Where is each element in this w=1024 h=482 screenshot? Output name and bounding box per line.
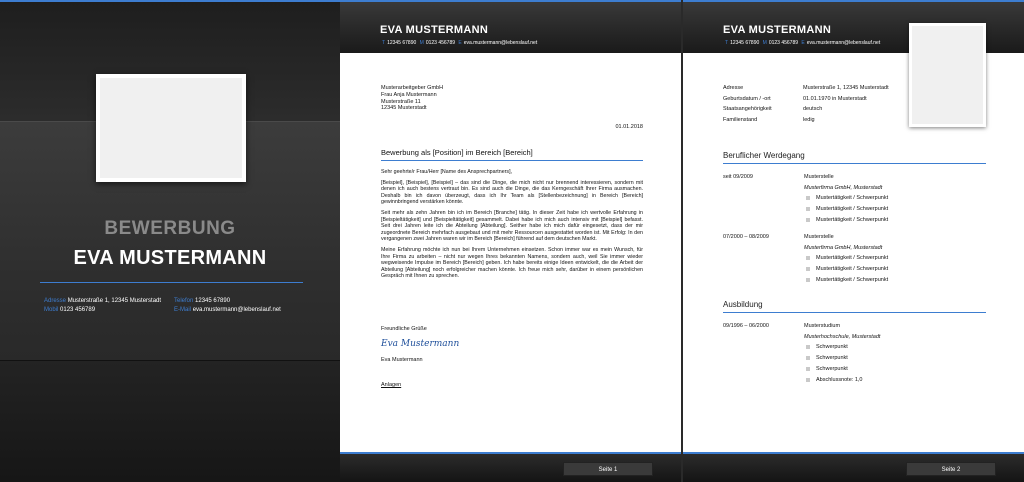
- letter-closing: Freundliche Grüße: [381, 326, 427, 332]
- phone-prefix: T: [382, 40, 386, 46]
- contact-value: eva.mustermann@lebenslauf.net: [192, 306, 281, 313]
- entry-position: Musterstelle: [804, 234, 834, 240]
- list-item: Mustertätigkeit / Schwerpunkt: [804, 217, 984, 228]
- header-name: EVA MUSTERMANN: [380, 24, 489, 36]
- page-label: Seite 2: [906, 462, 996, 476]
- contact-label: Adresse: [44, 298, 67, 304]
- letter-paragraph: Seit mehr als zehn Jahren bin ich im Bereich [Branche] tätig. In dieser Zeit habe ich wertvolle Erfahrung in [Beispieltätigkeit] und [Beispieltätigkeit] gesammelt. Dabei habe ich mich auch intensiv mit [Beispiel] befasst. Seit drei Jahren leite ich die Abteilung [Abteilung]. Seither habe ich mich dafür eingesetzt, dass der mir zugeordnete Bereich mehrfach ausgebaut und mit mehr Ressourcen ausgestattet worden ist. Mit Erfolg: In den vergangenen zwei Jahren waren wir im Bereich [Bereich] führend auf dem deutschen Markt.: [381, 209, 643, 243]
- entry-organization: Musterfirma GmbH, Musterstadt: [804, 245, 883, 251]
- cover-divider: [40, 282, 303, 283]
- phone-prefix: T: [725, 40, 729, 46]
- letter-page: [340, 0, 681, 482]
- list-item: Mustertätigkeit / Schwerpunkt: [804, 255, 984, 266]
- header-phone: 12345 67890: [387, 40, 417, 46]
- cover-name: EVA MUSTERMANN: [73, 247, 267, 269]
- accent-line: [0, 0, 340, 2]
- cover-page: [0, 0, 340, 482]
- letter-paragraph: Meine Erfahrung möchte ich nun bei Ihrem Unternehmen einsetzen. Schon immer war es mein Wunsch, für Ihre Firma zu arbeiten – nicht nur wegen Ihres bekannten Namens, sondern auch, weil Sie immer wieder wegweisende Impulse im Bereich [Bereich] geben. Ich habe bereits einige Ideen entwickelt, die die Arbeit der Abteilung [Abteilung] noch erfolgreicher machen könnte. Ich freue mich sehr, darüber in einem persönlichen Gespräch mit Ihnen zu sprechen.: [381, 246, 643, 280]
- email-prefix: E: [458, 40, 462, 46]
- contact-label: Telefon: [174, 298, 194, 304]
- entry-items: [804, 255, 984, 288]
- mobile-prefix: M: [419, 40, 424, 46]
- bullet-icon: [806, 267, 810, 271]
- header-email: eva.mustermann@lebenslauf.net: [806, 40, 881, 46]
- cv-photo-placeholder: [909, 23, 986, 127]
- entry-position: Musterstelle: [804, 174, 834, 180]
- info-row: [723, 96, 889, 107]
- email-prefix: E: [801, 40, 805, 46]
- signature: Eva Mustermann: [381, 339, 460, 349]
- bullet-icon: [806, 207, 810, 211]
- info-row: [723, 117, 889, 128]
- letter-subject: Bewerbung als [Position] im Bereich [Bereich]: [381, 148, 643, 161]
- list-item: Schwerpunkt: [804, 366, 984, 377]
- personal-info: [723, 85, 889, 127]
- header-phone: 12345 67890: [730, 40, 760, 46]
- header-contact: [723, 40, 880, 46]
- recipient-line: Musterarbeitgeber GmbH: [381, 85, 444, 91]
- mobile-prefix: M: [762, 40, 767, 46]
- bullet-icon: [806, 367, 810, 371]
- bullet-icon: [806, 356, 810, 360]
- section-title-education: Ausbildung: [723, 300, 986, 313]
- cover-contact-email: [174, 306, 281, 315]
- info-value: Musterstraße 1, 12345 Musterstadt: [803, 85, 889, 91]
- recipient-line: 12345 Musterstadt: [381, 105, 427, 112]
- page-footer: [340, 452, 681, 482]
- entry-items: [804, 344, 984, 388]
- signer-name: Eva Mustermann: [381, 357, 423, 363]
- bullet-icon: [806, 378, 810, 382]
- section-title-career: Beruflicher Werdegang: [723, 151, 986, 164]
- bullet-icon: [806, 196, 810, 200]
- letter-paragraph: [Beispiel], [Beispiel], [Beispiel] – das sind die Dinge, die mich nicht nur brennend interessieren, sondern mit denen ich auch bestens vertraut bin. Es sind auch die Dinge, die das Kerngeschäft Ihrer Firma ausmachen. Deshalb bin ich davon überzeugt, dass ich Ihr Team als [Stellenbezeichnung] in Bereich [Bereich] gewinnbringend verstärken könnte.: [381, 179, 643, 206]
- info-row: [723, 85, 889, 96]
- page-footer: [683, 452, 1024, 482]
- contact-value: 12345 67890: [195, 298, 231, 304]
- list-item: Schwerpunkt: [804, 355, 984, 366]
- entry-period: seit 09/2009: [723, 174, 753, 180]
- header-name: EVA MUSTERMANN: [723, 24, 832, 36]
- contact-value: Musterstraße 1, 12345 Musterstadt: [67, 298, 162, 304]
- entry-details: [804, 323, 984, 388]
- header-email: eva.mustermann@lebenslauf.net: [463, 40, 538, 46]
- recipient-address: [381, 85, 643, 112]
- info-value: 01.01.1970 in Musterstadt: [803, 95, 867, 102]
- list-item: Schwerpunkt: [804, 344, 984, 355]
- list-item: Abschlussnote: 1,0: [804, 377, 984, 388]
- entry-organization: Musterfirma GmbH, Musterstadt: [804, 185, 883, 191]
- accent-line: [683, 0, 1024, 2]
- cover-contact-mobile: [44, 306, 161, 315]
- page-header: [340, 0, 681, 53]
- info-label: Adresse: [723, 85, 744, 91]
- letter-body: [381, 169, 643, 284]
- page-label: Seite 1: [563, 462, 653, 476]
- cover-contacts-left: [44, 297, 161, 314]
- entry-details: [804, 234, 984, 288]
- letter-date: 01.01.2018: [615, 124, 643, 130]
- info-label: Geburtsdatum / -ort: [723, 95, 771, 102]
- attachments-link[interactable]: Anlagen: [381, 382, 402, 388]
- bullet-icon: [806, 218, 810, 222]
- entry-organization: Musterhochschule, Musterstadt: [804, 334, 881, 340]
- list-item: Mustertätigkeit / Schwerpunkt: [804, 206, 984, 217]
- header-mobile: 0123 456789: [768, 40, 799, 46]
- contact-label: Mobil: [44, 306, 59, 313]
- list-item: Mustertätigkeit / Schwerpunkt: [804, 266, 984, 277]
- list-item: Mustertätigkeit / Schwerpunkt: [804, 195, 984, 206]
- info-label: Familienstand: [723, 116, 758, 123]
- cover-contacts-right: [174, 297, 281, 314]
- entry-period: 07/2000 – 08/2009: [723, 234, 769, 240]
- entry-position: Musterstudium: [804, 323, 841, 329]
- header-contact: [380, 40, 537, 46]
- info-value: deutsch: [803, 106, 823, 112]
- cover-contact-phone: [174, 297, 281, 306]
- contact-label: E-Mail: [174, 306, 192, 313]
- cover-contact-address: [44, 297, 161, 306]
- info-row: [723, 106, 889, 117]
- bullet-icon: [806, 278, 810, 282]
- recipient-line: Frau Anja Mustermann: [381, 91, 437, 98]
- entry-period: 09/1996 – 06/2000: [723, 323, 769, 329]
- entry-items: [804, 195, 984, 228]
- cover-title: BEWERBUNG: [104, 218, 236, 239]
- entry-details: [804, 174, 984, 228]
- header-mobile: 0123 456789: [425, 40, 456, 46]
- info-value: ledig: [803, 116, 815, 123]
- accent-line: [340, 0, 681, 2]
- cv-page: [683, 0, 1024, 482]
- list-item: Mustertätigkeit / Schwerpunkt: [804, 277, 984, 288]
- cover-photo-placeholder: [96, 74, 246, 182]
- recipient-line: Musterstraße 11: [381, 98, 421, 105]
- contact-value: 0123 456789: [60, 306, 96, 313]
- salutation: Sehr geehrte/r Frau/Herr [Name des Ansprechpartners],: [381, 169, 513, 175]
- bullet-icon: [806, 256, 810, 260]
- bullet-icon: [806, 345, 810, 349]
- info-label: Staatsangehörigkeit: [723, 106, 772, 112]
